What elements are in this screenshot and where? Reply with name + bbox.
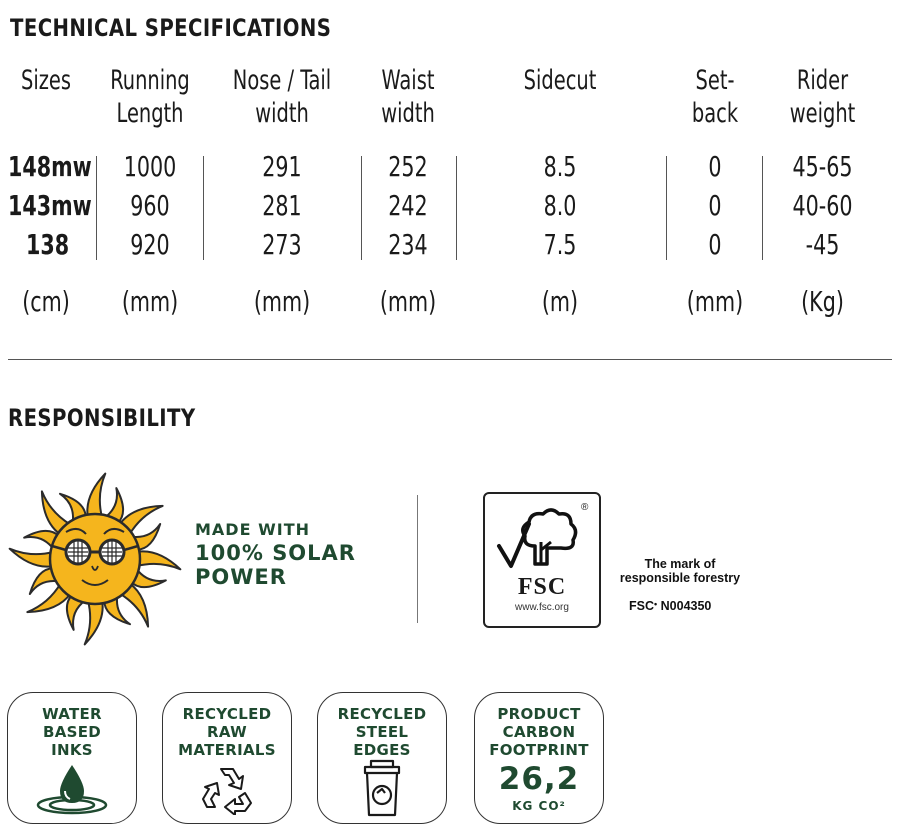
section-divider: [8, 359, 892, 360]
unit-sizes: (cm): [22, 285, 70, 318]
badge-line: BASED: [42, 723, 102, 741]
sidecut-cell: 8.5: [543, 150, 577, 183]
header-sizes: [13, 64, 79, 97]
unit-setback: (mm): [686, 285, 744, 318]
sidecut-cell: 7.5: [543, 228, 577, 261]
sun-ray: [136, 551, 180, 569]
carbon-unit: KG CO²: [512, 799, 566, 813]
sun-ray: [87, 474, 105, 518]
header-running-line1: Running: [110, 65, 190, 96]
running-cell: 1000: [123, 150, 177, 183]
badge-recycled-raw-materials: [162, 692, 292, 824]
responsibility-heading: RESPONSIBILITY: [8, 404, 196, 432]
size-cell: 138: [26, 228, 70, 261]
solar-line3: POWER: [195, 565, 287, 589]
column-divider: [762, 156, 763, 260]
fsc-tree-checkmark-icon: [485, 502, 599, 582]
fsc-logo-text: FSC: [517, 574, 567, 600]
running-cell: 960: [130, 189, 170, 222]
header-rider-line1: Rider: [796, 65, 849, 96]
fsc-code-mark: •: [654, 599, 658, 609]
sun-ray: [85, 600, 103, 644]
fsc-code-prefix: FSC: [629, 599, 654, 613]
column-divider: [96, 156, 97, 260]
badge-water-based-inks: [7, 692, 137, 824]
header-rider-weight: [781, 64, 865, 130]
fsc-license-code: [629, 599, 711, 613]
badge-line: MATERIALS: [178, 741, 276, 759]
fsc-registered-mark: ®: [581, 502, 589, 513]
sun-mascot-icon: [6, 470, 184, 648]
header-setback-line2: back: [691, 98, 739, 129]
header-rider-line2: weight: [789, 98, 856, 129]
column-divider: [666, 156, 667, 260]
badge-product-carbon-footprint: [474, 692, 604, 824]
header-setback: [679, 64, 751, 130]
fsc-caption-line2: responsible forestry: [619, 571, 741, 585]
header-nose-line1: Nose / Tail: [232, 65, 332, 96]
badge-line: RECYCLED: [182, 705, 272, 723]
header-sidecut-line1: Sidecut: [523, 65, 597, 96]
running-cell: 920: [130, 228, 170, 261]
sidecut-cell: 8.0: [543, 189, 577, 222]
fsc-caption: [614, 557, 746, 585]
tech-specs-heading: TECHNICAL SPECIFICATIONS: [10, 14, 332, 42]
rider-cell: 40-60: [792, 189, 853, 222]
fsc-logo: [483, 492, 601, 628]
header-waist-line1: Waist: [381, 65, 435, 96]
water-drop-icon: [32, 761, 112, 817]
header-running-line2: Length: [116, 98, 184, 129]
size-cell: 143mw: [8, 189, 92, 222]
badge-text: [475, 705, 603, 759]
unit-running: (mm): [121, 285, 179, 318]
column-divider: [361, 156, 362, 260]
unit-sidecut: (m): [541, 285, 579, 318]
badge-line: CARBON: [502, 723, 576, 741]
header-nose-line2: width: [255, 98, 309, 129]
fsc-code: N004350: [660, 599, 712, 613]
badge-line: RECYCLED: [337, 705, 427, 723]
solar-line1: MADE WITH: [195, 520, 310, 539]
badge-text: [8, 705, 136, 759]
header-sizes-line1: Sizes: [20, 65, 72, 96]
badge-line: RAW: [207, 723, 247, 741]
badge-line: EDGES: [353, 741, 411, 759]
waist-cell: 242: [388, 189, 428, 222]
badge-recycled-steel-edges: [317, 692, 447, 824]
solar-power-text: [195, 520, 356, 589]
badge-line: PRODUCT: [497, 705, 581, 723]
recycle-icon: [199, 763, 255, 815]
setback-cell: 0: [708, 150, 722, 183]
nose-cell: 291: [262, 150, 302, 183]
waist-cell: 252: [388, 150, 428, 183]
badge-line: INKS: [51, 741, 93, 759]
solar-line2: 100% SOLAR: [195, 541, 356, 565]
fsc-caption-line1: The mark of: [644, 557, 716, 571]
unit-rider: (Kg): [801, 285, 844, 318]
setback-cell: 0: [708, 189, 722, 222]
badge-line: WATER: [42, 705, 102, 723]
unit-waist: (mm): [379, 285, 437, 318]
header-nose-tail-width: [226, 64, 338, 130]
rider-cell: 45-65: [792, 150, 853, 183]
header-waist-line2: width: [381, 98, 435, 129]
setback-cell: 0: [708, 228, 722, 261]
header-setback-line1: Set-: [695, 65, 735, 96]
header-waist-width: [368, 64, 448, 130]
column-divider: [203, 156, 204, 260]
nose-cell: 273: [262, 228, 302, 261]
badge-line: STEEL: [355, 723, 409, 741]
badge-text: [318, 705, 446, 759]
carbon-value: 26,2: [498, 761, 580, 797]
header-running-length: [110, 64, 190, 130]
waist-cell: 234: [388, 228, 428, 261]
recycle-bin-icon: [357, 759, 407, 819]
column-divider: [456, 156, 457, 260]
header-sidecut: [512, 64, 608, 97]
unit-nose: (mm): [253, 285, 311, 318]
sun-ray: [10, 549, 54, 567]
fsc-url: www.fsc.org: [515, 602, 569, 613]
responsibility-divider: [417, 495, 418, 623]
nose-cell: 281: [262, 189, 302, 222]
badge-line: FOOTPRINT: [489, 741, 589, 759]
size-cell: 148mw: [8, 150, 92, 183]
badge-text: [163, 705, 291, 759]
rider-cell: -45: [805, 228, 840, 261]
